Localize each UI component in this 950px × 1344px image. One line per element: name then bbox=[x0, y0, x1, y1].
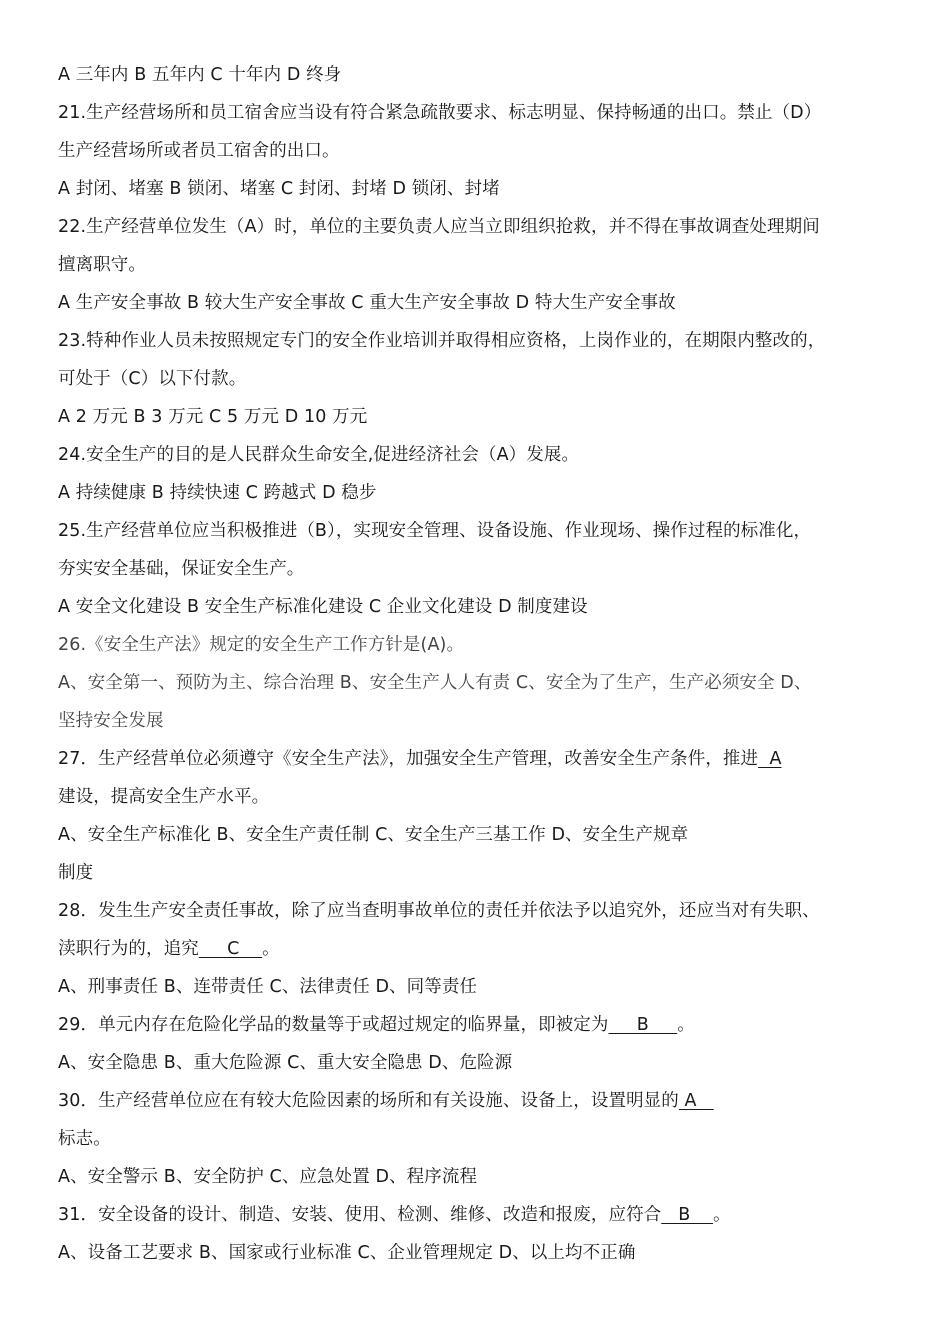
q26-text: 26.《安全生产法》规定的安全生产工作方针是(A)。 bbox=[58, 635, 465, 655]
q28-tail: 。 bbox=[262, 939, 280, 959]
q28-text: 28．发生生产安全责任事故，除了应当查明事故单位的责任并依法予以追究外，还应当对有失职、 bbox=[58, 901, 820, 921]
q24-options: A 持续健康 B 持续快速 C 跨越式 D 稳步 bbox=[58, 483, 377, 503]
q30-text bbox=[58, 1082, 898, 1120]
q24-text: 24.安全生产的目的是人民群众生命安全,促进经济社会（A）发展。 bbox=[58, 445, 580, 465]
q29-answer-blank: B bbox=[608, 1015, 678, 1035]
q30-stem: 30．生产经营单位应在有较大危险因素的场所和有关设施、设备上，设置明显的 bbox=[58, 1091, 679, 1111]
q31-answer-blank: B bbox=[661, 1205, 714, 1225]
q30-answer-blank: A bbox=[678, 1091, 714, 1111]
q28-stem: 渎职行为的，追究 bbox=[58, 939, 199, 959]
q27-text-cont: 建设，提高安全生产水平。 bbox=[58, 787, 270, 807]
q27-answer-blank: A bbox=[758, 749, 782, 769]
q23-text: 23.特种作业人员未按照规定专门的安全作业培训并取得相应资格，上岗作业的，在期限内整改的， bbox=[58, 331, 826, 351]
q26-options-cont: 坚持安全发展 bbox=[58, 711, 164, 731]
q21-options: A 封闭、堵塞 B 锁闭、堵塞 C 封闭、封堵 D 锁闭、封堵 bbox=[58, 179, 500, 199]
q28-text-cont bbox=[58, 930, 898, 968]
q29-text bbox=[58, 1006, 898, 1044]
q22-options: A 生产安全事故 B 较大生产安全事故 C 重大生产安全事故 D 特大生产安全事故 bbox=[58, 293, 676, 313]
q21-text-cont: 生产经营场所或者员工宿舍的出口。 bbox=[58, 141, 340, 161]
q20-options: A 三年内 B 五年内 C 十年内 D 终身 bbox=[58, 65, 342, 85]
q22-text-cont: 擅离职守。 bbox=[58, 255, 146, 275]
q27-stem: 27．生产经营单位必须遵守《安全生产法》，加强安全生产管理，改善安全生产条件，推进 bbox=[58, 749, 759, 769]
q31-text bbox=[58, 1196, 898, 1234]
q30-text-cont: 标志。 bbox=[58, 1129, 111, 1149]
q31-tail: 。 bbox=[713, 1205, 731, 1225]
q23-options: A 2 万元 B 3 万元 C 5 万元 D 10 万元 bbox=[58, 407, 368, 427]
q25-text: 25.生产经营单位应当积极推进（B），实现安全管理、设备设施、作业现场、操作过程的标准化， bbox=[58, 521, 812, 541]
q27-text bbox=[58, 740, 898, 778]
q29-stem: 29．单元内存在危险化学品的数量等于或超过规定的临界量，即被定为 bbox=[58, 1015, 609, 1035]
q30-options: A、安全警示 B、安全防护 C、应急处置 D、程序流程 bbox=[58, 1167, 478, 1187]
q27-options: A、安全生产标准化 B、安全生产责任制 C、安全生产三基工作 D、安全生产规章 bbox=[58, 825, 689, 845]
q27-options-cont: 制度 bbox=[58, 863, 94, 883]
q29-options: A、安全隐患 B、重大危险源 C、重大安全隐患 D、危险源 bbox=[58, 1053, 513, 1073]
q31-stem: 31．安全设备的设计、制造、安装、使用、检测、维修、改造和报废，应符合 bbox=[58, 1205, 662, 1225]
q21-text: 21.生产经营场所和员工宿舍应当设有符合紧急疏散要求、标志明显、保持畅通的出口。禁止（D） bbox=[58, 103, 822, 123]
q28-options: A、刑事责任 B、连带责任 C、法律责任 D、同等责任 bbox=[58, 977, 478, 997]
q22-text: 22.生产经营单位发生（A）时，单位的主要负责人应当立即组织抢救，并不得在事故调查处理期间 bbox=[58, 217, 820, 237]
q26-options: A、安全第一、预防为主、综合治理 B、安全生产人人有责 C、安全为了生产，生产必须安全 D、 bbox=[58, 673, 812, 693]
q25-text-cont: 夯实安全基础，保证安全生产。 bbox=[58, 559, 305, 579]
q31-options: A、设备工艺要求 B、国家或行业标准 C、企业管理规定 D、以上均不正确 bbox=[58, 1243, 636, 1263]
q29-tail: 。 bbox=[677, 1015, 695, 1035]
document-page bbox=[58, 56, 898, 1272]
q28-answer-blank: C bbox=[198, 939, 263, 959]
q23-text-cont: 可处于（C）以下付款。 bbox=[58, 369, 247, 389]
q25-options: A 安全文化建设 B 安全生产标准化建设 C 企业文化建设 D 制度建设 bbox=[58, 597, 588, 617]
